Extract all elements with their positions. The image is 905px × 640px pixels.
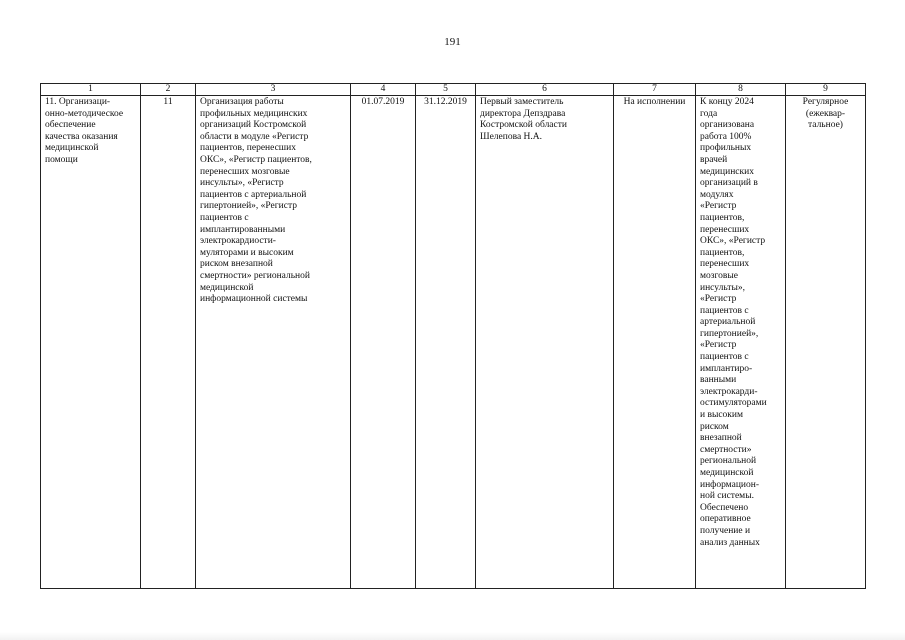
page-bottom-edge (0, 632, 905, 640)
cell-end-date: 31.12.2019 (416, 96, 476, 589)
cell-section-name: 11. Организаци- онно-методическое обеспечение качества оказания медицинской помощи (41, 96, 141, 589)
column-header-1: 1 (41, 84, 141, 96)
plan-table (40, 83, 866, 589)
table-header-row (41, 84, 866, 96)
cell-activity-description: Организация работы профильных медицинских организаций Костромской области в модуле «Регистр пациентов, перенесших ОКС», «Регистр пациентов, перенесших мозговые инсульты», «Регистр пациентов с артериальной гипертонией», «Регистр пациентов с имплантированными электрокардиости- муляторами и высоким риском внезапной смертности» региональной медицинской информационной системы (196, 96, 351, 589)
cell-status: На исполнении (614, 96, 696, 589)
page-number: 191 (444, 36, 461, 48)
cell-start-date: 01.07.2019 (351, 96, 416, 589)
column-header-3: 3 (196, 84, 351, 96)
cell-item-number: 11 (141, 96, 196, 589)
column-header-5: 5 (416, 84, 476, 96)
column-header-9: 9 (786, 84, 866, 96)
column-header-7: 7 (614, 84, 696, 96)
column-header-2: 2 (141, 84, 196, 96)
cell-frequency: Регулярное (ежеквар- тальное) (786, 96, 866, 589)
column-header-4: 4 (351, 84, 416, 96)
column-header-6: 6 (476, 84, 614, 96)
cell-responsible-person: Первый заместитель директора Депздрава Костромской области Шелепова Н.А. (476, 96, 614, 589)
cell-result: К концу 2024 года организована работа 100% профильных врачей медицинских организаций в модулях «Регистр пациентов, перенесших ОКС», «Регистр пациентов, перенесших мозговые инсульты», «Регистр пациентов с артериальной гипертонией», «Регистр пациентов с имплантиро- ванными электрокарди- остимуляторами и высоким риском внезапной смертности» региональной медицинской информацион- ной системы. Обеспечено оперативное получение и анализ данных (696, 96, 786, 589)
column-header-8: 8 (696, 84, 786, 96)
table-row (41, 96, 866, 589)
